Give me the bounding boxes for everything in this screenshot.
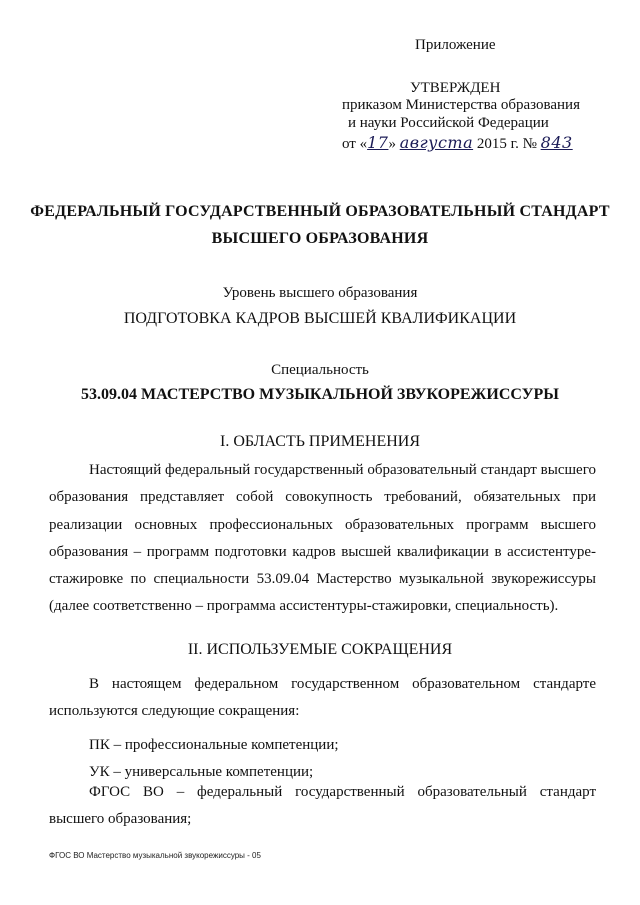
order-line-1: приказом Министерства образования — [342, 97, 580, 113]
order-number-handwritten: 843 — [540, 133, 573, 152]
level-label: Уровень высшего образования — [222, 285, 418, 301]
order-date-line — [342, 133, 573, 154]
section-1-heading: I. ОБЛАСТЬ ПРИМЕНЕНИЯ — [219, 433, 421, 450]
abbreviation-item: ПК – профессиональные компетенции; — [89, 737, 339, 753]
level-value: ПОДГОТОВКА КАДРОВ ВЫСШЕЙ КВАЛИФИКАЦИИ — [123, 310, 517, 327]
abbreviation-item: ФГОС ВО – федеральный государственный образовательный стандарт высшего образования; — [49, 784, 596, 828]
date-month-handwritten: августа — [399, 133, 474, 152]
date-year: 2015 г. № — [476, 136, 537, 152]
page-footer: ФГОС ВО Мастерство музыкальной звукорежиссуры - 05 — [49, 851, 261, 860]
order-line-2: и науки Российской Федерации — [348, 115, 549, 131]
section-1-text: Настоящий федеральный государственный образовательный стандарт высшего образования представляет собой совокупность требований, обязательных при реализации основных профессиональных образовательных программ высшего образования – программ подготовки кадров высшей квалификации в ассистентуре-стажировке по специальности 53.09.04 Мастерство музыкальной звукорежиссуры (далее соответственно – программа ассистентуры-стажировки, специальность). — [49, 462, 596, 615]
section-2-heading: II. ИСПОЛЬЗУЕМЫЕ СОКРАЩЕНИЯ — [187, 641, 453, 658]
appendix-label: Приложение — [415, 37, 496, 53]
document-title-line-1: ФЕДЕРАЛЬНЫЙ ГОСУДАРСТВЕННЫЙ ОБРАЗОВАТЕЛЬНЫЙ СТАНДАРТ — [30, 203, 610, 220]
section-2-intro — [49, 671, 596, 726]
date-mid: » — [388, 136, 396, 152]
document-title-line-2: ВЫСШЕГО ОБРАЗОВАНИЯ — [211, 230, 429, 247]
section-1-paragraph — [49, 457, 596, 621]
section-2-intro-text: В настоящем федеральном государственном образовательном стандарте используются следующие сокращения: — [49, 676, 596, 720]
specialty-label: Специальность — [271, 362, 369, 378]
approved-label: УТВЕРЖДЕН — [410, 80, 501, 96]
abbreviation-item: УК – универсальные компетенции; — [89, 764, 314, 780]
date-prefix: от « — [342, 136, 368, 152]
specialty-value: 53.09.04 МАСТЕРСТВО МУЗЫКАЛЬНОЙ ЗВУКОРЕЖИССУРЫ — [81, 386, 559, 403]
date-day-handwritten: 17 — [367, 133, 389, 152]
abbreviation-item-paragraph — [49, 779, 596, 834]
